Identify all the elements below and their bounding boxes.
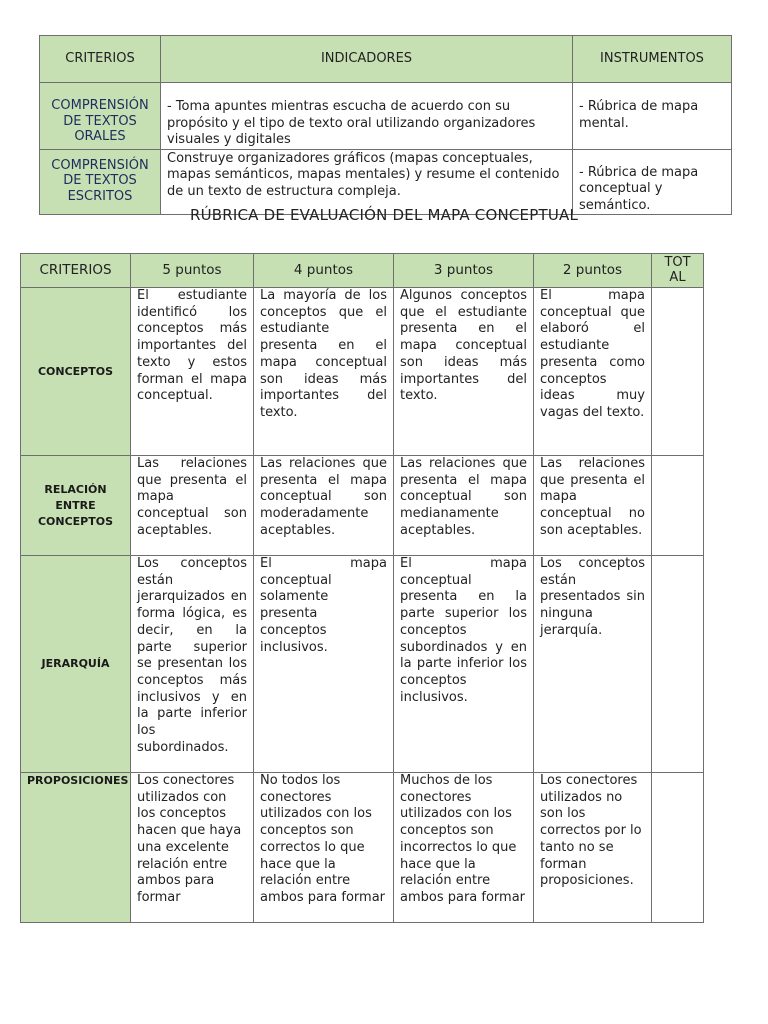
table-row <box>40 83 732 150</box>
rubric-cell: Los conectores utilizados no son los correctos por lo tanto no se forman proposiciones. <box>534 773 652 923</box>
criteria-indicators-table <box>39 35 732 215</box>
rubric-title: RÚBRICA DE EVALUACIÓN DEL MAPA CONCEPTUAL <box>189 206 579 224</box>
t1-criterio-cell: COMPRENSIÓN DE TEXTOS ORALES <box>40 83 161 150</box>
rubric-cell: El mapa conceptual presenta en la parte superior los conceptos subordinados y en la parte inferior los conceptos inclusivos. <box>394 556 534 773</box>
t1-header-criterios: CRITERIOS <box>40 36 161 83</box>
rubric-cell: Las relaciones que presenta el mapa conceptual son medianamente aceptables. <box>394 456 534 556</box>
rubric-header-criterios: CRITERIOS <box>21 254 131 288</box>
rubric-criterio-cell: JERARQUÍA <box>21 556 131 773</box>
rubric-header-3-puntos: 3 puntos <box>394 254 534 288</box>
t1-instrumento-cell: - Rúbrica de mapa conceptual y semántico. <box>573 149 732 215</box>
rubric-cell: Muchos de los conectores utilizados con los conceptos son incorrectos lo que hace que la relación entre ambos para formar <box>394 773 534 923</box>
t1-header-indicadores: INDICADORES <box>161 36 573 83</box>
t1-header-instrumentos: INSTRUMENTOS <box>573 36 732 83</box>
table-row <box>21 288 704 456</box>
rubric-total-cell <box>652 773 704 923</box>
rubric-cell: Algunos conceptos que el estudiante presenta en el mapa conceptual son ideas más importantes del texto. <box>394 288 534 456</box>
rubric-cell: El mapa conceptual solamente presenta conceptos inclusivos. <box>254 556 394 773</box>
table-row <box>21 456 704 556</box>
t1-indicador-cell: - Toma apuntes mientras escucha de acuerdo con su propósito y el tipo de texto oral utilizando organizadores visuales y digitales <box>161 83 573 150</box>
rubric-total-cell <box>652 456 704 556</box>
rubric-cell: Las relaciones que presenta el mapa conceptual no son aceptables. <box>534 456 652 556</box>
t1-instrumento-cell: - Rúbrica de mapa mental. <box>573 83 732 150</box>
rubric-header-4-puntos: 4 puntos <box>254 254 394 288</box>
rubric-table <box>20 253 704 923</box>
rubric-header-total: TOT AL <box>652 254 704 288</box>
rubric-cell: No todos los conectores utilizados con los conceptos son correctos lo que hace que la relación entre ambos para formar <box>254 773 394 923</box>
rubric-criterio-cell: PROPOSICIONES <box>21 773 131 923</box>
rubric-cell: El mapa conceptual que elaboró el estudiante presenta como conceptos ideas muy vagas del texto. <box>534 288 652 456</box>
rubric-cell: Los conceptos están jerarquizados en forma lógica, es decir, en la parte superior se presentan los conceptos más inclusivos y en la parte inferior los subordinados. <box>131 556 254 773</box>
rubric-cell: El estudiante identificó los conceptos más importantes del texto y estos forman el mapa conceptual. <box>131 288 254 456</box>
table-row <box>21 556 704 773</box>
rubric-cell: Los conectores utilizados con los conceptos hacen que haya una excelente relación entre ambos para formar <box>131 773 254 923</box>
rubric-criterio-cell: RELACIÓN ENTRE CONCEPTOS <box>21 456 131 556</box>
rubric-total-cell <box>652 288 704 456</box>
table-row <box>21 773 704 923</box>
rubric-header-2-puntos: 2 puntos <box>534 254 652 288</box>
table-row <box>40 149 732 215</box>
t1-indicador-cell: Construye organizadores gráficos (mapas conceptuales, mapas semánticos, mapas mentales) y resume el contenido de un texto de estructura compleja. <box>161 149 573 215</box>
rubric-header-5-puntos: 5 puntos <box>131 254 254 288</box>
rubric-cell: La mayoría de los conceptos que el estudiante presenta en el mapa conceptual son ideas más importantes del texto. <box>254 288 394 456</box>
rubric-criterio-cell: CONCEPTOS <box>21 288 131 456</box>
rubric-cell: Los conceptos están presentados sin ninguna jerarquía. <box>534 556 652 773</box>
rubric-total-cell <box>652 556 704 773</box>
t1-criterio-cell: COMPRENSIÓN DE TEXTOS ESCRITOS <box>40 149 161 215</box>
rubric-cell: Las relaciones que presenta el mapa conceptual son aceptables. <box>131 456 254 556</box>
rubric-cell: Las relaciones que presenta el mapa conceptual son moderadamente aceptables. <box>254 456 394 556</box>
